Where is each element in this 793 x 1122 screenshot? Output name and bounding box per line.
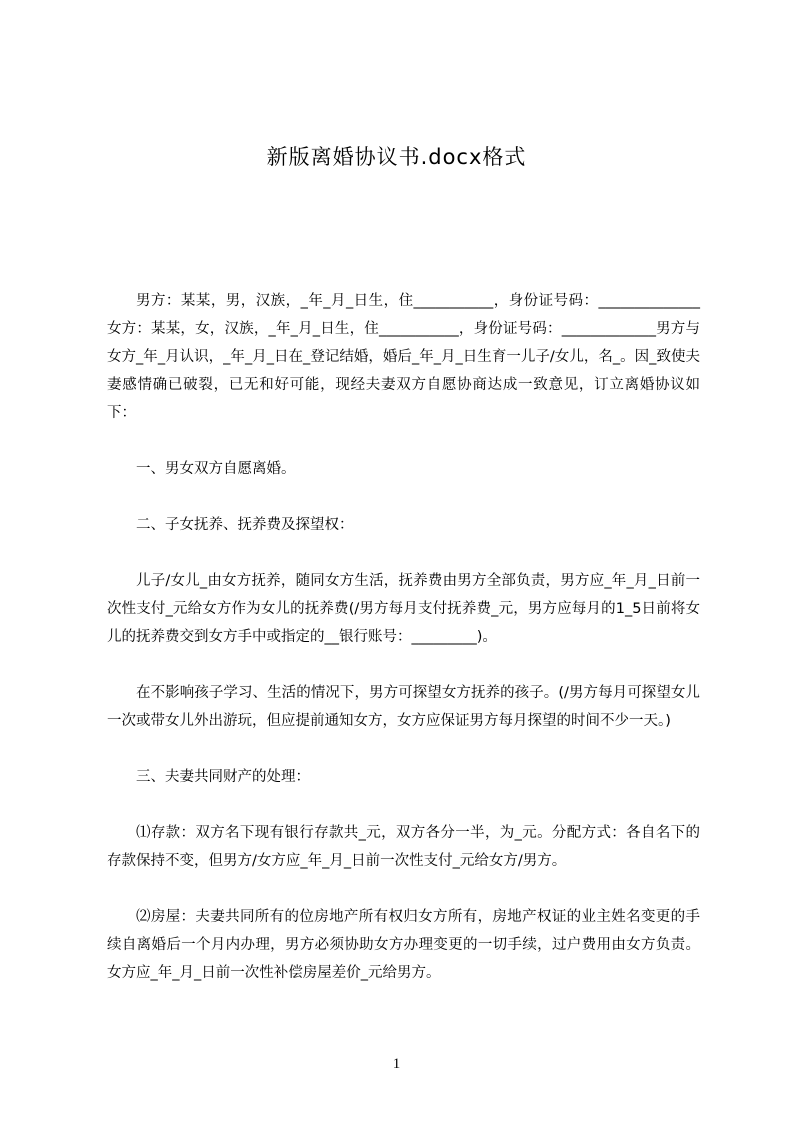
paragraph-visitation: 在不影响孩子学习、生活的情况下，男方可探望女方抚养的孩子。(/男方每月可探望女儿一次或带女儿外出游玩，但应提前通知女方，女方应保证男方每月探望的时间不少一天。) xyxy=(107,685,700,729)
paragraph-property: ⑵房屋：夫妻共同所有的位房地产所有权归女方所有，房地产权证的业主姓名变更的手续自离婚后一个月内办理，男方必须协助女方办理变更的一切手续，过户费用由女方负责。女方应_年_月_日前一次性补偿房屋差价_元给男方。 xyxy=(107,909,700,981)
paragraph-clause-2-heading: 二、子女抚养、抚养费及探望权： xyxy=(136,517,354,533)
paragraph-deposits: ⑴存款：双方名下现有银行存款共_元，双方各分一半，为_元。分配方式：各自名下的存款保持不变，但男方/女方应_年_月_日前一次性支付_元给女方/男方。 xyxy=(107,825,700,869)
paragraph-clause-1: 一、男女双方自愿离婚。 xyxy=(136,461,296,477)
paragraph-parties: 男方：某某，男，汉族，_年_月_日生，住___________，身份证号码：______________女方：某某，女，汉族，_年_月_日生，住___________，身份证号码：_____________男方与女方_年_月认识，_年_月_日在_登记结婚，婚后_年_月_日生育一儿子/女儿，名_。因_致使夫妻感情确已破裂，已无和好可能，现经夫妻双方自愿协商达成一致意见，订立离婚协议如下： xyxy=(107,293,700,421)
paragraph-spacer xyxy=(107,427,700,455)
document-body xyxy=(107,287,700,987)
paragraph-child-support: 儿子/女儿_由女方抚养，随同女方生活，抚养费由男方全部负责，男方应_年_月_日前一次性支付_元给女方作为女儿的抚养费(/男方每月支付抚养费_元，男方应每月的1_5日前将女儿的抚养费交到女方手中或指定的__银行账号：_________)。 xyxy=(107,573,700,645)
page-number: 1 xyxy=(392,1056,401,1072)
paragraph-spacer xyxy=(107,791,700,819)
document-title: 新版离婚协议书.docx格式 xyxy=(266,145,527,169)
paragraph-spacer xyxy=(107,539,700,567)
paragraph-spacer xyxy=(107,483,700,511)
paragraph-clause-3-heading: 三、夫妻共同财产的处理： xyxy=(136,769,310,785)
paragraph-spacer xyxy=(107,735,700,763)
paragraph-spacer xyxy=(107,651,700,679)
paragraph-spacer xyxy=(107,875,700,903)
